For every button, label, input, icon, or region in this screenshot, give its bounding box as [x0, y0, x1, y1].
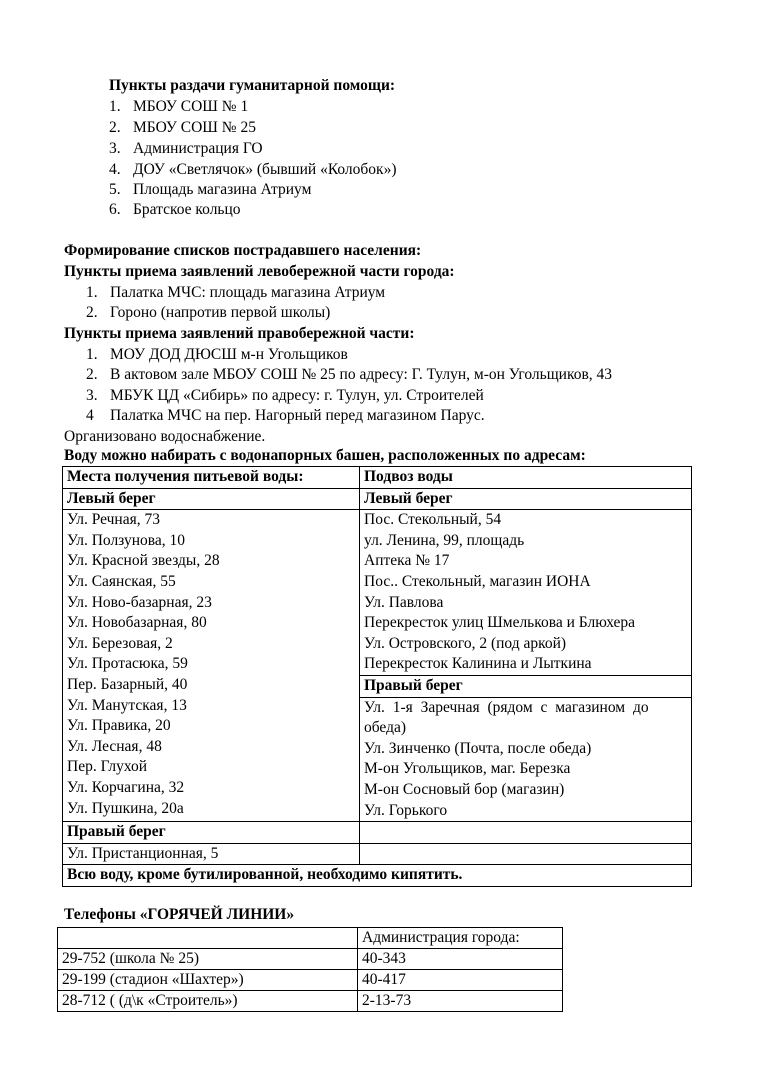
section-cell: Левый берег — [360, 488, 692, 510]
table-cell — [58, 928, 358, 949]
address-line: ул. Ленина, 99, площадь — [364, 531, 525, 549]
table-cell — [360, 697, 692, 822]
address-line: Перекресток улиц Шмелькова и Блюхера — [364, 614, 636, 632]
table-cell: 28-712 ( (д\к «Строитель») — [58, 991, 358, 1012]
section-cell: Правый берег — [360, 675, 692, 697]
table-row — [63, 843, 692, 865]
boil-water-note: Всю воду, кроме бутилированной, необходимо кипятить. — [63, 865, 692, 887]
lists-heading: Формирование списков пострадавшего населения: — [64, 242, 422, 259]
table-row — [63, 822, 692, 844]
address-line: Перекресток Калинина и Лыткина — [364, 655, 592, 673]
section-cell: Правый берег — [63, 822, 360, 844]
address-line: Ул. Зинченко (Почта, после обеда) — [364, 739, 592, 757]
aid-item: 3. Администрация ГО — [109, 140, 263, 157]
address-line: Ул. Павлова — [364, 593, 444, 611]
water-organized-note: Организовано водоснабжение. — [64, 428, 266, 445]
list-item: 4 Палатка МЧС на пер. Нагорный перед магазином Парус. — [86, 407, 485, 424]
table-row — [63, 865, 692, 887]
list-item: 1. Палатка МЧС: площадь магазина Атриум — [86, 284, 386, 301]
table-row — [58, 949, 563, 970]
table-cell: Ул. Пристанционная, 5 — [63, 843, 360, 865]
table-row — [63, 467, 692, 489]
table-cell: 40-343 — [358, 949, 563, 970]
address-line: Пер. Глухой — [67, 758, 148, 776]
aid-item: 1. МБОУ СОШ № 1 — [109, 98, 249, 115]
table-cell: 2-13-73 — [358, 991, 563, 1012]
table-row — [58, 991, 563, 1012]
table-header-cell: Места получения питьевой воды: — [63, 467, 360, 489]
table-cell: 29-752 (школа № 25) — [58, 949, 358, 970]
address-line: Пос. Стекольный, 54 — [364, 511, 502, 529]
address-line: М-он Угольщиков, маг. Березка — [364, 760, 571, 778]
table-row — [63, 488, 692, 510]
list-item: 1. МОУ ДОД ДЮСШ м-н Угольщиков — [86, 346, 348, 363]
address-line: Ул. Манутская, 13 — [67, 696, 187, 714]
address-line: Ул. Ново-базарная, 23 — [67, 593, 212, 611]
address-line: Пер. Базарный, 40 — [67, 675, 188, 693]
address-line: Ул. Пушкина, 20а — [67, 799, 184, 817]
aid-item: 6. Братское кольцо — [109, 201, 241, 218]
address-line: Ул. Корчагина, 32 — [67, 778, 185, 796]
table-header-cell: Подвоз воды — [360, 467, 692, 489]
water-towers-heading: Воду можно набирать с водонапорных башен, расположенных по адресам: — [64, 447, 586, 464]
hotline-table — [57, 927, 563, 1012]
table-cell: 40-417 — [358, 970, 563, 991]
table-row — [58, 928, 563, 949]
table-cell: 29-199 (стадион «Шахтер») — [58, 970, 358, 991]
table-row — [63, 510, 692, 676]
list-item: 2. В актовом зале МБОУ СОШ № 25 по адресу: Г. Тулун, м-он Угольщиков, 43 — [86, 366, 613, 383]
aid-item: 5. Площадь магазина Атриум — [109, 181, 312, 198]
address-line: Ул. Протасюка, 59 — [67, 655, 188, 673]
left-bank-points-heading: Пункты приема заявлений левобережной части города: — [64, 263, 455, 280]
address-line: Ул. Саянская, 55 — [67, 572, 176, 590]
address-line: Пос.. Стекольный, магазин ИОНА — [364, 572, 591, 590]
table-row — [58, 970, 563, 991]
address-line: Ул. Новобазарная, 80 — [67, 614, 207, 632]
table-cell — [360, 510, 692, 676]
table-header-cell: Администрация города: — [358, 928, 563, 949]
table-cell — [360, 822, 692, 844]
list-item: 3. МБУК ЦД «Сибирь» по адресу: г. Тулун, ул. Строителей — [86, 387, 484, 404]
aid-heading: Пункты раздачи гуманитарной помощи: — [109, 77, 396, 94]
section-cell: Левый берег — [63, 488, 360, 510]
address-line: Ул. Березовая, 2 — [67, 634, 173, 652]
address-line: Ул. 1-я Заречная (рядом с магазином до — [364, 698, 649, 716]
address-line: Аптека № 17 — [364, 552, 450, 570]
address-line: Ул. Горького — [364, 801, 448, 819]
aid-item: 4. ДОУ «Светлячок» (бывший «Колобок») — [109, 161, 397, 178]
list-item: 2. Гороно (напротив первой школы) — [86, 304, 331, 321]
address-line: Ул. Ползунова, 10 — [67, 531, 186, 549]
table-cell — [360, 843, 692, 865]
right-bank-points-heading: Пункты приема заявлений правобережной части: — [64, 325, 415, 342]
address-line: М-он Сосновый бор (магазин) — [364, 780, 565, 798]
address-line: Ул. Правика, 20 — [67, 717, 171, 735]
aid-item: 2. МБОУ СОШ № 25 — [109, 119, 256, 136]
address-line: Ул. Красной звезды, 28 — [67, 552, 220, 570]
address-line: Ул. Островского, 2 (под аркой) — [364, 634, 567, 652]
address-line: обеда) — [364, 719, 407, 737]
table-cell — [63, 510, 360, 822]
hotline-heading: Телефоны «ГОРЯЧЕЙ ЛИНИИ» — [64, 906, 295, 923]
address-line: Ул. Речная, 73 — [67, 511, 160, 529]
address-line: Ул. Лесная, 48 — [67, 737, 162, 755]
water-table — [62, 466, 692, 887]
